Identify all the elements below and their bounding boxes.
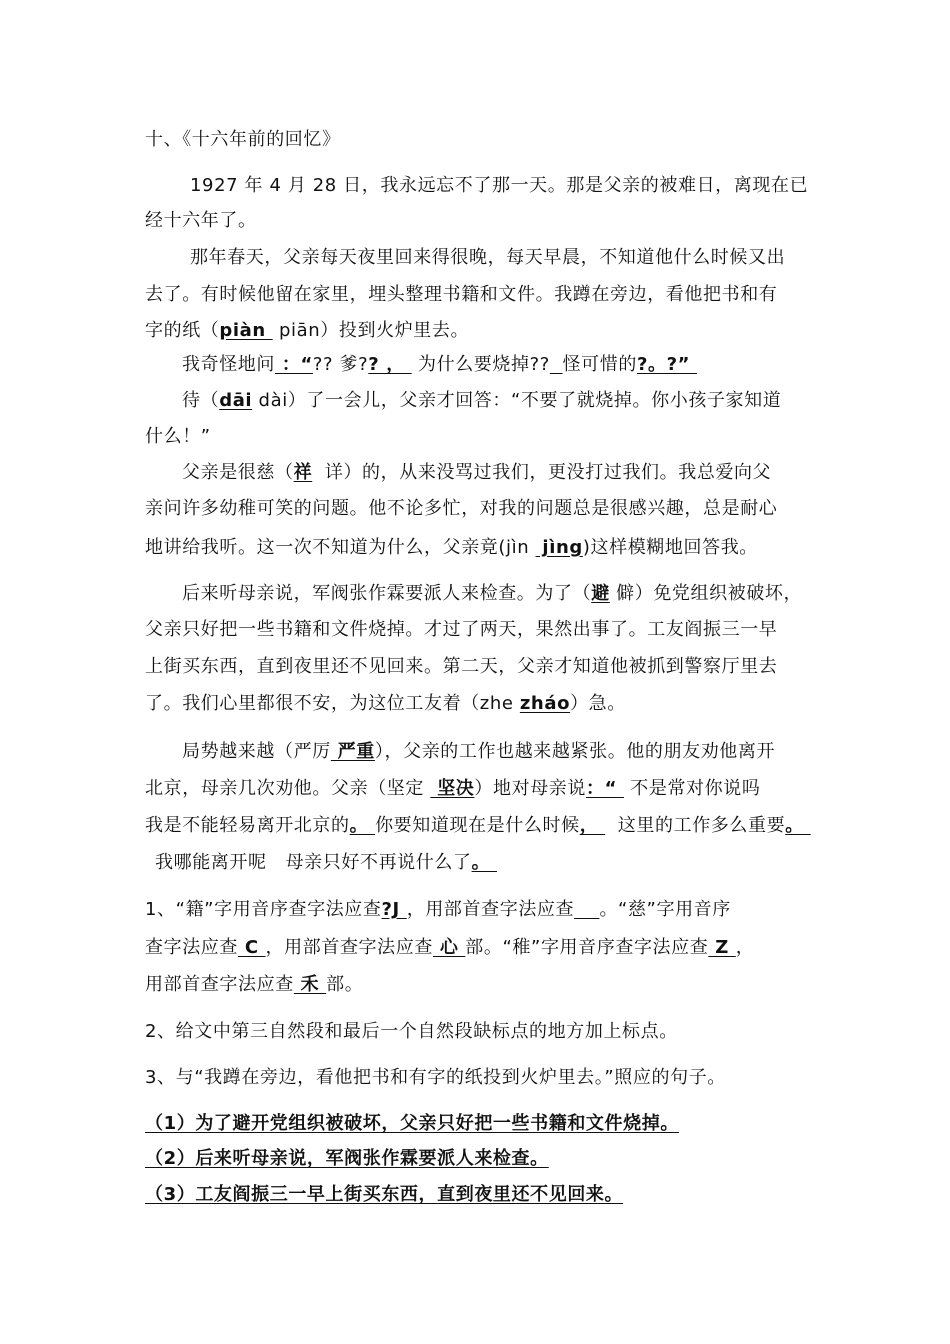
answer-ci-radical: 心 [432, 937, 466, 958]
answer-ci-letter: C [238, 937, 266, 958]
punct-answer-1: ：“ [275, 354, 313, 375]
paragraph-7-line-1: 局势越来越（严厉 严重），父亲的工作也越来越紧张。他的朋友劝他离开 [182, 741, 776, 762]
paragraph-2-line-2: 去了。有时候他留在家里，埋头整理书籍和文件。我蹲在旁边，看他把书和有 [145, 284, 778, 305]
paragraph-5-line-2: 亲问许多幼稚可笑的问题。他不论多忙，对我的问题总是很感兴趣，总是耐心 [145, 498, 778, 519]
answer-sentence-1: （1）为了避开党组织被破坏，父亲只好把一些书籍和文件烧掉。 [145, 1113, 679, 1134]
paragraph-6-line-2: 父亲只好把一些书籍和文件烧掉。才过了两天，果然出事了。工友阎振三一早 [145, 619, 778, 640]
punct-answer-7: ， [579, 815, 606, 836]
punct-answer-4: ?。?” [636, 354, 697, 375]
punct-answer-6: 。 [349, 815, 376, 836]
question-1-line-2: 查字法应查 C ，用部首查字法应查 心 部。“稚”字用音序查字法应查 Z ， [145, 937, 755, 958]
punct-answer-8: 。 [785, 815, 811, 836]
question-1-line-1: 1、“籍”字用音序查字法应查?J ，用部首查字法应查 。“慈”字用音序 [145, 899, 731, 920]
paragraph-1-line-2: 经十六年了。 [145, 210, 257, 231]
punct-answer-3 [550, 354, 563, 375]
blank-radical-ji [574, 899, 599, 920]
question-2: 2、给文中第三自然段和最后一个自然段缺标点的地方加上标点。 [145, 1021, 678, 1042]
paragraph-3-line-1: 我奇怪地问 ：“?? 爹?? ， 为什么要烧掉?? 怪可惜的?。?” [182, 354, 697, 375]
paragraph-5-line-3: 地讲给我听。这一次不知道为什么，父亲竟(jìn jìng)这样模糊地回答我。 [145, 537, 758, 558]
paragraph-7-line-3: 我是不能轻易离开北京的。 你要知道现在是什么时候， 这里的工作多么重要。 [145, 815, 811, 836]
question-1-line-3: 用部首查字法应查 禾 部。 [145, 974, 364, 995]
answer-xiang: 祥 [293, 462, 313, 483]
answer-zhi-letter: Z [708, 937, 736, 958]
paragraph-6-line-3: 上街买东西，直到夜里还不见回来。第二天，父亲才知道他被抓到警察厅里去 [145, 656, 778, 677]
paragraph-7-line-2: 北京，母亲几次劝他。父亲（坚定 坚决）地对母亲说：“ 不是常对你说吗 [145, 778, 761, 799]
paragraph-2-line-3: 字的纸（piàn piān）投到火炉里去。 [145, 320, 470, 341]
paragraph-2-line-1: 那年春天，父亲每天夜里回来得很晚，每天早晨，不知道他什么时候又出 [190, 247, 786, 268]
paragraph-5-line-1: 父亲是很慈（祥 详）的，从来没骂过我们，更没打过我们。我总爱向父 [182, 462, 772, 483]
paragraph-6-line-4: 了。我们心里都很不安，为这位工友着（zhe zháo）急。 [145, 693, 626, 714]
paragraph-7-line-4: 我哪能离开呢 母亲只好不再说什么了。 [155, 852, 498, 873]
answer-sentence-2: （2）后来听母亲说，军阀张作霖要派人来检查。 [145, 1148, 549, 1169]
answer-yanzhong: 严重 [330, 741, 375, 762]
paragraph-4-line-2: 什么！” [145, 426, 211, 447]
answer-jianjue: 坚决 [430, 778, 475, 799]
question-3: 3、与“我蹲在旁边，看他把书和有字的纸投到火炉里去。”照应的句子。 [145, 1067, 726, 1088]
paragraph-1-line-1: 1927 年 4 月 28 日，我永远忘不了那一天。那是父亲的被难日，离现在已 [190, 175, 809, 196]
answer-bi: 避 [591, 583, 610, 604]
punct-answer-5: ：“ [586, 778, 624, 799]
paragraph-6-line-1: 后来听母亲说，军阀张作霖要派人来检查。为了（避 僻）免党组织被破坏， [182, 583, 803, 604]
answer-jing: jìng [535, 537, 583, 558]
lesson-title: 十、《十六年前的回忆》 [145, 129, 341, 150]
answer-sentence-3: （3）工友阎振三一早上街买东西，直到夜里还不见回来。 [145, 1184, 624, 1205]
punct-answer-2: ? ， [368, 354, 412, 375]
punct-answer-9: 。 [471, 852, 498, 873]
answer-ji-letter: ?J [381, 899, 407, 920]
paragraph-4-line-1: 待（dāi dài）了一会儿，父亲才回答：“不要了就烧掉。你小孩子家知道 [182, 390, 782, 411]
answer-zhi-radical: 禾 [293, 974, 327, 995]
answer-pian: piàn [219, 320, 273, 341]
answer-dai: dāi [219, 390, 253, 411]
answer-zhao: zháo [519, 693, 571, 714]
